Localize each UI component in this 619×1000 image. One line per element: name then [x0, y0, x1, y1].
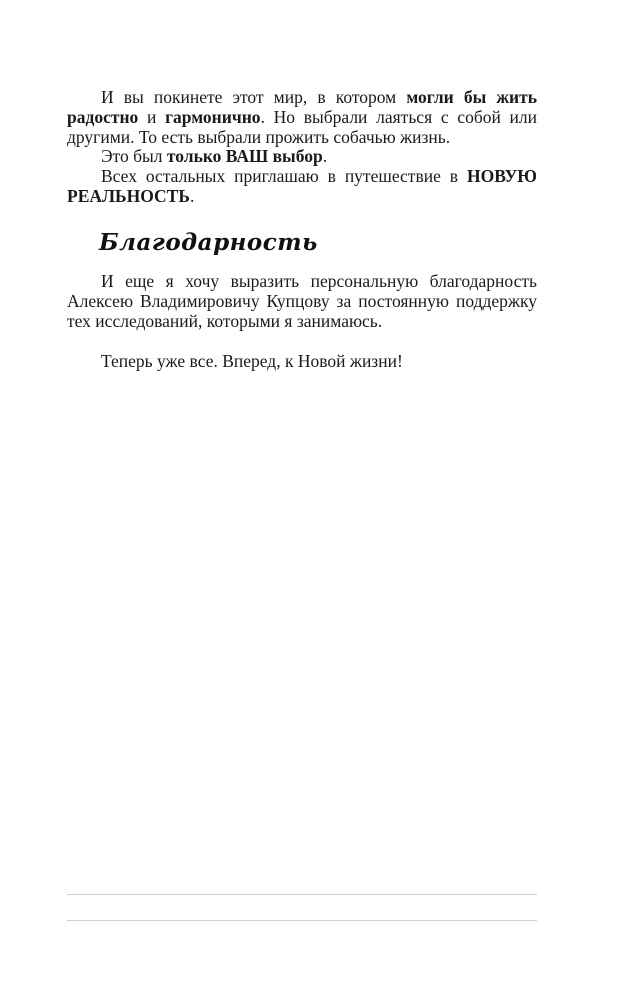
paragraph-leave-world	[67, 88, 537, 147]
footer-rule-bottom	[67, 920, 537, 921]
text-run: . Но выбрали лаяться с собой или другими. То есть выбрали прожить собачью жизнь.	[67, 106, 537, 147]
text-run: и	[138, 106, 166, 127]
paragraph-spacer	[67, 331, 537, 352]
text-run: Всех остальных приглашаю в путешествие в	[101, 166, 467, 187]
paragraph-invitation	[67, 167, 537, 207]
text-run: Это был	[101, 146, 167, 167]
text-run: И вы покинете этот мир, в котором	[101, 87, 407, 107]
bold-run: НОВУЮ РЕАЛЬНОСТЬ	[67, 166, 537, 206]
paragraph-closing: Теперь уже все. Вперед, к Новой жизни!	[101, 351, 403, 372]
bold-run: могли бы жить радостно	[67, 87, 537, 127]
intro-text	[67, 88, 537, 207]
text-run: .	[189, 185, 195, 206]
text-run: .	[322, 146, 328, 167]
bold-run: гармонично	[165, 106, 261, 127]
footer-rule-top	[67, 894, 537, 895]
section-heading: Благодарность	[99, 229, 318, 256]
acknowledgement-text	[67, 272, 537, 372]
bold-run: только ВАШ выбор	[166, 146, 323, 167]
paragraph-gratitude: И еще я хочу выразить персональную благодарность Алексею Владимировичу Купцову за постоянную поддержку тех исследований, которыми я занимаюсь.	[67, 271, 537, 331]
paragraph-your-choice	[67, 147, 537, 167]
